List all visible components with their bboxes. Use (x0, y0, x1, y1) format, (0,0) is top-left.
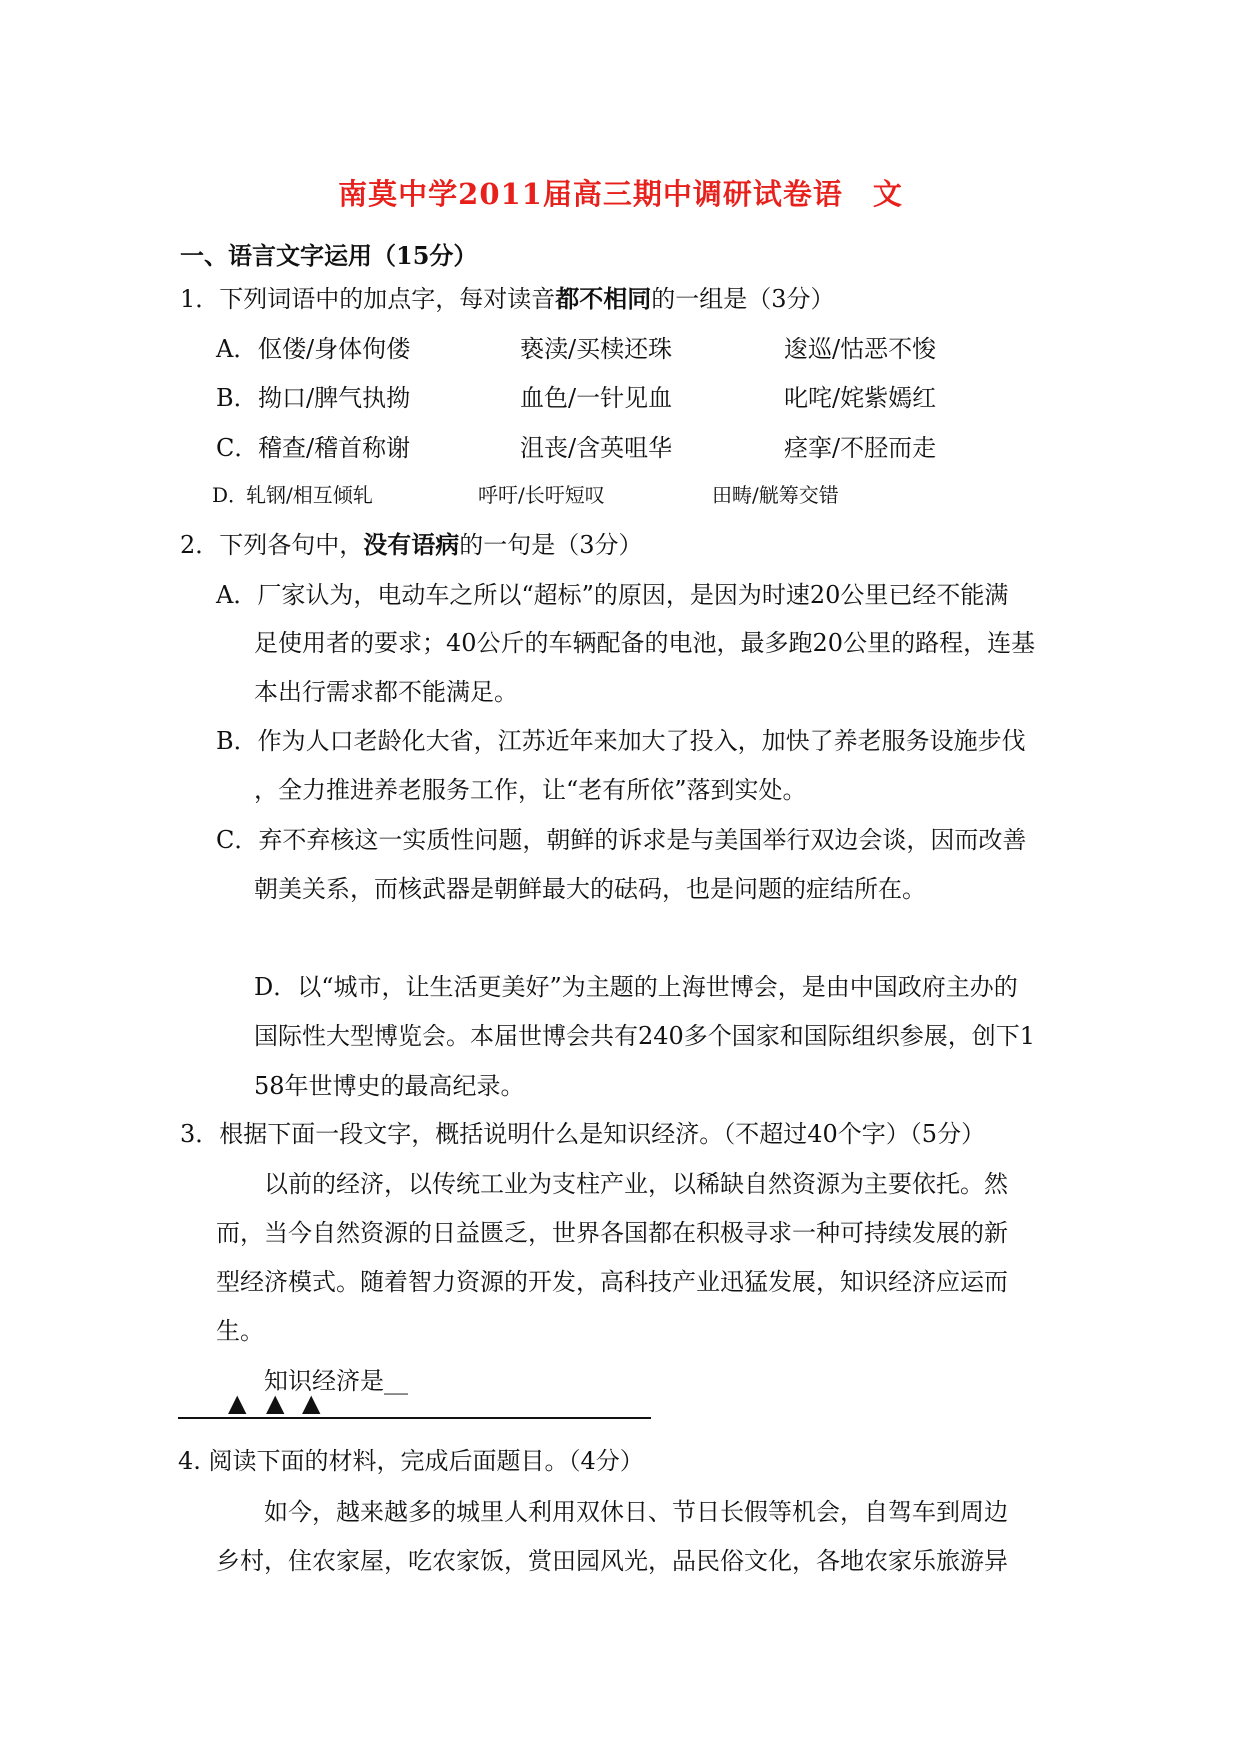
q3-passage-line2: 而，当今自然资源的日益匮乏，世界各国都在积极寻求一种可持续发展的新 (216, 1219, 1008, 1247)
q1-stem-bold: 都不相同 (555, 284, 652, 313)
answer-marker-1: ▲ (228, 1389, 247, 1417)
q2-option-b-line1: B．作为人口老龄化大省，江苏近年来加大了投入，加快了养老服务设施步伐 (216, 727, 1026, 755)
question-2-stem (180, 530, 643, 560)
q1-option-a-word1: 伛偻/身体佝偻 (258, 335, 411, 363)
q1-stem-post: 的一组是（3分） (651, 285, 835, 313)
q1-option-a-word2: 亵渎/买椟还珠 (520, 335, 673, 363)
q1-option-c-word3: 痉挛/不胫而走 (784, 434, 937, 462)
q4-passage-line1: 如今，越来越多的城里人利用双休日、节日长假等机会，自驾车到周边 (264, 1498, 1008, 1526)
q2-option-a-line2: 足使用者的要求；40公斤的车辆配备的电池，最多跑20公里的路程，连基 (254, 629, 1036, 657)
question-4-stem: 4. 阅读下面的材料，完成后面题目。（4分） (178, 1447, 644, 1475)
q1-option-b-label: B． (216, 384, 258, 412)
q1-option-c-word2: 沮丧/含英咀华 (520, 434, 673, 462)
q2-option-a-line1: A．厂家认为，电动车之所以“超标”的原因，是因为时速20公里已经不能满 (216, 581, 1009, 609)
question-1-stem (180, 284, 835, 314)
q2-stem-post: 的一句是（3分） (459, 531, 643, 559)
q2-option-d-line3: 58年世博史的最高纪录。 (254, 1072, 525, 1100)
q1-option-b-word2: 血色/一针见血 (520, 384, 673, 412)
answer-marker-2: ▲ (266, 1389, 285, 1417)
q3-answer-prompt: 知识经济是__ (264, 1367, 408, 1395)
q2-option-a-line3: 本出行需求都不能满足。 (254, 678, 518, 706)
q3-passage-line1: 以前的经济，以传统工业为支柱产业，以稀缺自然资源为主要依托。然 (264, 1170, 1008, 1198)
q2-option-b-line2: ，全力推进养老服务工作，让“老有所依”落到实处。 (254, 776, 807, 804)
q1-option-b-word1: 拗口/脾气执拗 (258, 384, 411, 412)
q1-option-d-word2: 呼吁/长吁短叹 (478, 483, 605, 507)
q4-passage-line2: 乡村，住农家屋，吃农家饭，赏田园风光，品民俗文化，各地农家乐旅游异 (216, 1547, 1008, 1575)
q1-option-c-label: C． (216, 434, 259, 462)
question-3-stem: 3．根据下面一段文字，概括说明什么是知识经济。（不超过40个字）（5分） (180, 1120, 986, 1148)
q1-option-a-label: A． (216, 335, 258, 363)
q2-option-d-line1: D．以“城市，让生活更美好”为主题的上海世博会，是由中国政府主办的 (254, 973, 1018, 1001)
q1-stem-pre: 1．下列词语中的加点字，每对读音 (180, 285, 556, 313)
q1-option-d-word3: 田畴/觥筹交错 (712, 483, 839, 507)
q2-option-c-line2: 朝美关系，而核武器是朝鲜最大的砝码，也是问题的症结所在。 (254, 875, 926, 903)
q1-option-c-word1: 稽查/稽首称谢 (258, 434, 411, 462)
q3-passage-line3: 型经济模式。随着智力资源的开发，高科技产业迅猛发展，知识经济应运而 (216, 1268, 1008, 1296)
q2-option-c-line1: C．弃不弃核这一实质性问题，朝鲜的诉求是与美国举行双边会谈，因而改善 (216, 826, 1027, 854)
q1-option-a-word3: 逡巡/怙恶不悛 (784, 335, 937, 363)
answer-marker-3: ▲ (302, 1389, 321, 1417)
q2-option-d-line2: 国际性大型博览会。本届世博会共有240多个国家和国际组织参展，创下1 (254, 1022, 1036, 1050)
section-heading: 一、语言文字运用（15分） (180, 241, 478, 270)
q2-stem-bold: 没有语病 (363, 530, 460, 559)
q1-option-b-word3: 叱咤/姹紫嫣红 (784, 384, 937, 412)
q3-answer-blank[interactable] (178, 1417, 651, 1419)
q1-option-d-word1: 轧钢/相互倾轧 (246, 483, 373, 507)
q2-stem-pre: 2．下列各句中， (180, 531, 364, 559)
q1-option-d-label: D． (212, 483, 249, 507)
page-title: 南莫中学2011届高三期中调研试卷语 文 (338, 177, 903, 211)
q3-passage-line4: 生。 (216, 1317, 264, 1345)
